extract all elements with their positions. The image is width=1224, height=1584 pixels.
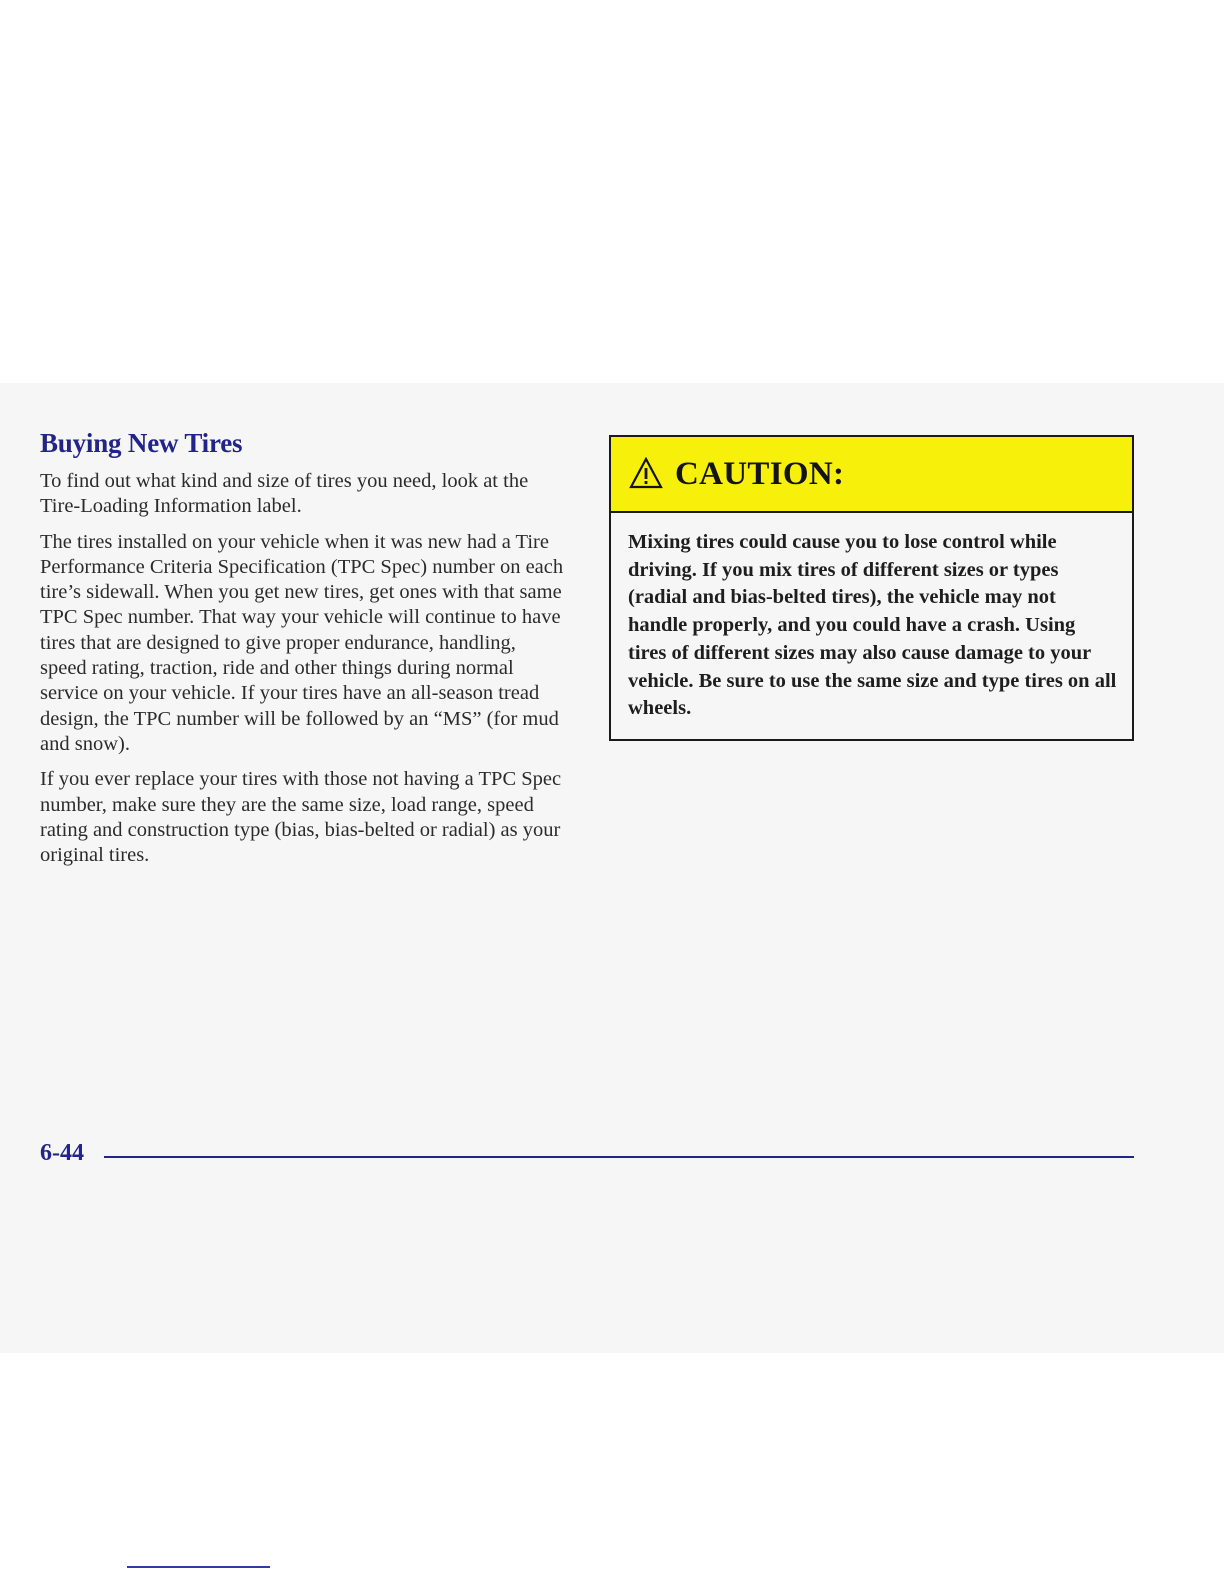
warning-triangle-icon bbox=[629, 457, 663, 489]
bottom-rule bbox=[127, 1566, 270, 1568]
buying-new-tires-section bbox=[40, 428, 565, 878]
paragraph-intro: To find out what kind and size of tires you need, look at the Tire-Loading Information label. bbox=[40, 470, 529, 518]
page-number: 6-44 bbox=[40, 1140, 84, 1166]
section-title: Buying New Tires bbox=[40, 428, 243, 458]
caution-title: CAUTION: bbox=[675, 455, 845, 492]
caution-box bbox=[609, 435, 1134, 741]
footer-rule bbox=[104, 1156, 1134, 1158]
caution-header bbox=[611, 437, 1132, 513]
paragraph-tpc-spec: The tires installed on your vehicle when it was new had a Tire Performance Criteria Specification (TPC Spec) number on each tire’s sidewall. When you get new tires, get ones with that same TPC Spec number. That way your vehicle will continue to have tires that are designed to give proper endurance, handling, speed rating, traction, ride and other things during normal service on your vehicle. If your tires have an all-season tread design, the TPC number will be followed by an “MS” (for mud and snow). bbox=[40, 530, 564, 755]
paragraph-replacement: If you ever replace your tires with those not having a TPC Spec number, make sure they are the same size, load range, speed rating and construction type (bias, bias-belted or radial) as your original tires. bbox=[40, 768, 562, 867]
caution-text: Mixing tires could cause you to lose control while driving. If you mix tires of different sizes or types (radial and bias-belted tires), the vehicle may not handle properly, and you could have a crash. Using tires of different sizes may also cause damage to your vehicle. Be sure to use the same size and type tires on all wheels. bbox=[628, 531, 1117, 720]
